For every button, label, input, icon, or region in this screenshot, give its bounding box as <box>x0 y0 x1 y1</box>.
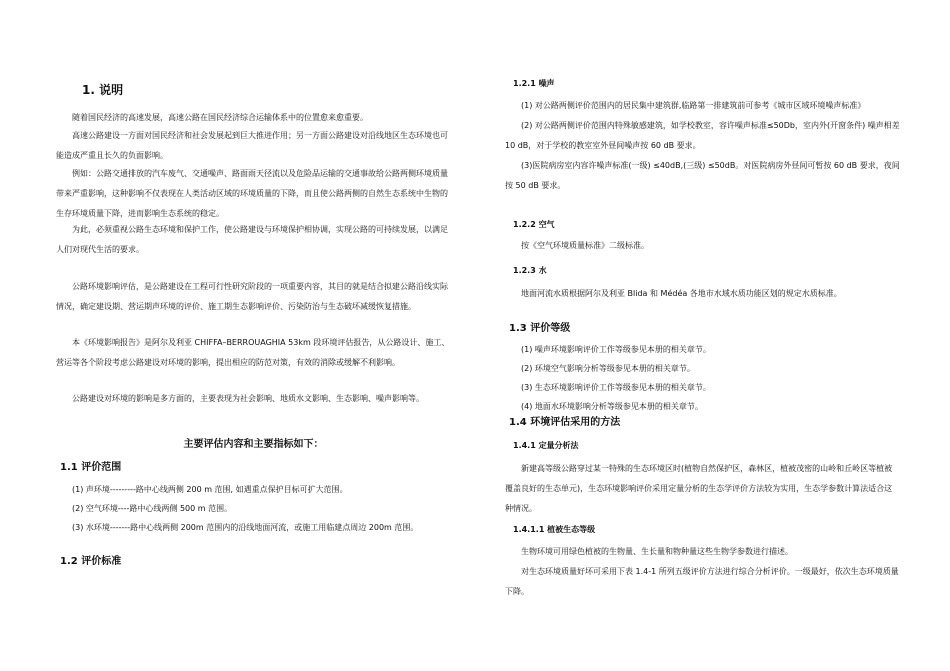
section-1-heading: 1. 说明 <box>82 83 124 97</box>
grade-list <box>505 340 900 416</box>
range-list <box>56 480 451 537</box>
list-item: (2) 空气环境----路中心线两侧 500 m 范围。 <box>72 504 233 513</box>
assessment-paragraph-3: 公路建设对环境的影响是多方面的，主要表现为社会影响、地质水文影响、生态影响、噪声影响等。 <box>72 394 424 403</box>
list-item: (4) 地面水环境影响分析等级参见本册的相关章节。 <box>521 402 703 411</box>
section-1-2-1-heading: 1.2.1 噪声 <box>513 79 555 88</box>
section-1-2-2-heading: 1.2.2 空气 <box>513 220 555 229</box>
air-standard: 按《空气环境质量标准》二级标准。 <box>521 241 649 250</box>
vegetation-paragraph-1: 生物环境可用绿色植被的生物量、生长量和物种量这些生物学参数进行描述。 <box>521 547 793 556</box>
intro-paragraph-1: 随着国民经济的高速发展，高速公路在国民经济综合运输体系中的位置愈来愈重要。 <box>72 113 368 122</box>
section-1-4-1-1-heading: 1.4.1.1 植被生态等级 <box>513 525 596 534</box>
section-1-1-heading: 1.1 评价范围 <box>60 462 122 473</box>
assessment-paragraph-1: 公路环境影响评估，是公路建设在工程可行性研究阶段的一项重要内容，其目的就是结合拟建公路沿线实际情况，确定建设期、营运期声环境的评价、施工期生态影响评价、污染防治与生态破坏减缓恢复措施。 <box>56 282 448 311</box>
assessment-paragraph-2: 本《环境影响报告》是阿尔及利亚 CHIFFA–BERROUAGHIA 53km 段环境评估报告，从公路设计、施工、营运等各个阶段考虑公路建设对环境的影响，提出相应的防范对策，有效的消除或缓解不利影响。 <box>56 338 450 367</box>
section-1-4-heading: 1.4 环境评估采用的方法 <box>509 417 621 428</box>
section-1-4-1-heading: 1.4.1 定量分析法 <box>513 441 579 450</box>
list-item: (3)医院病房室内容许噪声标准(一级) ≤40dB,(三级) ≤50dB。对医院病房外昼间可暂按 60 dB 要求，夜间按 50 dB 要求。 <box>505 161 900 190</box>
list-item: (2) 对公路两侧评价范围内特殊敏感建筑，如学校教室，容许噪声标准≤50Db，室内外(开窗条件) 噪声相差 10 dB，对于学校的教室室外昼间噪声按 60 dB 要求。 <box>505 121 900 150</box>
intro-paragraph-4: 为此，必须重视公路生态环境和保护工作，使公路建设与环境保护相协调，实现公路的可持续发展，以满足人们对现代生活的要求。 <box>56 225 448 254</box>
main-indicators-title: 主要评估内容和主要指标如下： <box>183 439 324 450</box>
list-item: (1) 声环境---------路中心线两侧 200 m 范围, 如遇重点保护目标可扩大范围。 <box>72 485 348 494</box>
noise-list <box>505 96 900 196</box>
water-standard: 地面河流水质根据阿尔及利亚 Blida 和 Médéa 各地市水域水质功能区划的规定水质标准。 <box>521 289 842 298</box>
quantitative-paragraph: 新建高等级公路穿过某一特殊的生态环境区时(植物自然保护区，森林区，植被茂密的山岭和丘岭区等植被覆盖良好的生态单元)，生态环境影响评价采用定量分析的生态学评价方法较为实用，生态学参数计算法适合这种情况。 <box>505 464 893 513</box>
intro-paragraph-3: 例如：公路交通排放的汽车废气、交通噪声、路面雨天径流以及危险品运输的交通事故给公路两侧环境质量带来严重影响，这种影响不仅表现在人类活动区域的环境质量的下降，而且使公路两侧的自然生态系统中生物的生存环境质量下降，进而影响生态系统的稳定。 <box>56 169 448 218</box>
vegetation-paragraph-2: 对生态环境质量好坏可采用下表 1.4-1 所列五级评价方法进行综合分析评价。一级最好，依次生态环境质量下降。 <box>505 567 899 596</box>
section-1-2-heading: 1.2 评价标准 <box>60 556 122 567</box>
section-1-3-heading: 1.3 评价等级 <box>509 323 571 334</box>
list-item: (3) 生态环境影响评价工作等级参见本册的相关章节。 <box>521 383 711 392</box>
intro-paragraph-2: 高速公路建设一方面对国民经济和社会发展起到巨大推进作用；另一方面公路建设对沿线地区生态环境也可能造成严重且长久的负面影响。 <box>56 131 448 160</box>
list-item: (1) 噪声环境影响评价工作等级参见本册的相关章节。 <box>521 345 711 354</box>
list-item: (1) 对公路两侧评价范围内的居民集中建筑群,临路第一排建筑前可参考《城市区域环境噪声标准》 <box>521 101 866 110</box>
list-item: (2) 环境空气影响分析等级参见本册的相关章节。 <box>521 364 695 373</box>
list-item: (3) 水环境-------路中心线两侧 200m 范围内的沿线地面河流，或施工用临建点周边 200m 范围。 <box>72 523 419 532</box>
section-1-2-3-heading: 1.2.3 水 <box>513 266 547 275</box>
